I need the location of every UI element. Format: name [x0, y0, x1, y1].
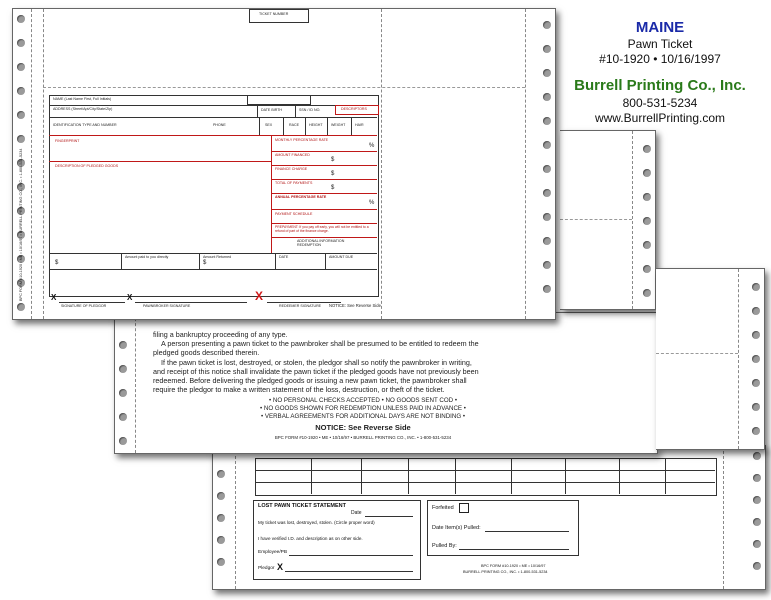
verified-id-line: I have verified I.D. and description as on other side.	[258, 536, 363, 541]
rule-line: • VERBAL AGREEMENTS FOR ADDITIONAL DAYS ARE NOT BINDING •	[260, 413, 466, 420]
store-rules	[153, 397, 573, 421]
amount-financed-label: AMOUNT FINANCED	[275, 153, 310, 157]
date-pulled-label: Date Item(s) Pulled:	[432, 525, 481, 531]
lost-statement-line: My ticket was lost, destroyed, stolen. (Circle proper word)	[258, 520, 375, 525]
id-label: IDENTIFICATION TYPE AND NUMBER	[53, 123, 117, 127]
name-field[interactable]	[247, 95, 311, 105]
sex-label: SEX	[265, 123, 273, 127]
company-website: www.BurrellPrinting.com	[594, 111, 726, 125]
date-label: DATE	[279, 255, 289, 259]
finance-charge-label: FINANCE CHARGE	[275, 167, 308, 171]
hair-label: HAIR	[355, 123, 364, 127]
paragraph-line: redeemed. Before delivering the pledged goods or issuing a new pawn ticket, the pawnbroker shall	[153, 376, 467, 385]
form-name: Pawn Ticket	[627, 37, 693, 51]
pledgor-x-mark: X	[51, 293, 57, 302]
description-label: DESCRIPTION OF PLEDGED GOODS	[55, 164, 119, 168]
paragraph-line: and receipt of this notice shall invalidate the pawn ticket if the pledged goods have not previously been	[153, 367, 479, 376]
side-form-text: BPC FORM #10-1920 • ME • 10/16/97 • BURRELL PRINTING CO., INC. • 1-800-531-5234	[19, 148, 23, 301]
ticket-number-label: TICKET NUMBER	[259, 12, 289, 16]
rule-line: • NO PERSONAL CHECKS ACCEPTED • NO GOODS SENT COD •	[268, 397, 458, 404]
redeemer-x-mark: X	[255, 289, 264, 303]
phone-label: PHONE	[213, 123, 226, 127]
redemption-label: ADDITIONAL INFORMATION REDEMPTION	[297, 239, 345, 247]
pledgor-label: Pledgor	[258, 566, 275, 571]
front-notice: NOTICE: See Reverse Side	[329, 303, 381, 308]
front-sheet	[12, 8, 556, 320]
monthly-rate-label: MONTHLY PERCENTAGE RATE	[275, 138, 329, 142]
pawnbroker-signature-label: PAWNBROKER SIGNATURE	[143, 304, 191, 308]
form-header	[560, 18, 760, 126]
rule-line: • NO GOODS SHOWN FOR REDEMPTION UNLESS PAID IN ADVANCE •	[260, 405, 466, 412]
back-footer-2: BURRELL PRINTING CO., INC. • 1-800-531-5234	[463, 570, 548, 574]
second-sheet	[560, 130, 656, 310]
apr-label: ANNUAL PERCENTAGE RATE	[275, 195, 327, 199]
lost-date-label: Date	[351, 510, 362, 516]
right-feed-holes	[539, 9, 555, 319]
percent-sign: %	[369, 200, 375, 206]
back-grid	[255, 458, 717, 496]
forfeited-label: Forfeited	[432, 505, 454, 511]
name-label: NAME (Last Name First, Full Initials)	[53, 97, 112, 101]
lost-ticket-title: LOST PAWN TICKET STATEMENT	[258, 503, 346, 509]
payment-schedule-label: PAYMENT SCHEDULE	[275, 212, 313, 216]
height-label: HEIGHT	[309, 123, 323, 127]
date-birth-label: DATE BIRTH	[261, 108, 283, 112]
dollar-sign: $	[331, 157, 335, 163]
redeemer-signature-label: REDEEMER SIGNATURE	[279, 304, 322, 308]
presumption-paragraph	[153, 339, 479, 357]
fingerprint-label: FINGERPRINT	[55, 139, 80, 143]
pledgor-x-mark: X	[277, 562, 284, 572]
company-phone: 800-531-5234	[622, 96, 698, 110]
dollar-sign: $	[55, 260, 59, 266]
middle-footer: BPC FORM #10-1920 • ME • 10/16/97 • BURRELL PRINTING CO., INC. • 1-800-531-5234	[274, 435, 452, 440]
right-feed-holes	[748, 269, 764, 449]
pawnbroker-x-mark: X	[127, 293, 133, 302]
lost-ticket-paragraph	[153, 358, 479, 394]
paragraph-line: require the pledgor to make a written statement of the loss, destruction, or theft of the ticket.	[153, 385, 445, 394]
bankruptcy-line: filing a bankruptcy proceeding of any type.	[153, 330, 288, 339]
paragraph-line: pledged goods described therein.	[153, 348, 260, 357]
amount-due-label: AMOUNT DUE	[329, 255, 354, 259]
dollar-sign: $	[203, 260, 207, 266]
race-label: RACE	[289, 123, 299, 127]
amount-returned-label: Amount Returned	[203, 255, 232, 259]
right-feed-holes	[749, 446, 765, 589]
paragraph-line: If the pawn ticket is lost, destroyed, or stolen, the pledgor shall so notify the pawnbroker in writing,	[161, 358, 472, 367]
right-feed-holes	[639, 131, 655, 309]
back-footer-1: BPC FORM #10-1920 • ME • 10/16/97	[481, 564, 546, 568]
employee-label: Employee/PB	[258, 550, 288, 555]
back-sheet	[212, 445, 766, 590]
amount-paid-label: Amount paid to you directly	[125, 255, 169, 259]
form-number-date: #10-1920 • 10/16/1997	[599, 52, 721, 66]
company-name: Burrell Printing Co., Inc.	[574, 77, 746, 94]
left-feed-holes	[213, 446, 229, 589]
middle-notice: NOTICE: See Reverse Side	[315, 423, 411, 432]
weight-label: WEIGHT	[331, 123, 346, 127]
pledgor-signature-label: SIGNATURE OF PLEDGOR	[61, 304, 107, 308]
third-sheet-strip	[656, 268, 765, 450]
left-feed-holes	[115, 313, 131, 453]
dollar-sign: $	[331, 171, 335, 177]
pulled-by-label: Pulled By:	[432, 543, 457, 549]
middle-sheet	[114, 312, 658, 454]
total-payments-label: TOTAL OF PAYMENTS	[275, 181, 313, 185]
percent-sign: %	[369, 143, 375, 149]
prepayment-text: PREPAYMENT: If you pay off early, you will not be entitled to a refund of part of the finance charge.	[275, 225, 369, 233]
ssn-label: SSN / ID NO.	[299, 108, 321, 112]
descriptors-label: DESCRIPTORS	[341, 107, 367, 111]
address-label: ADDRESS (Street/Apt/City/State/Zip)	[53, 107, 113, 111]
dollar-sign: $	[331, 185, 335, 191]
state-title: MAINE	[635, 19, 685, 36]
forfeited-checkbox[interactable]	[459, 503, 469, 513]
paragraph-line: A person presenting a pawn ticket to the pawnbroker shall be presumed to be entitled to redeem the	[161, 339, 479, 348]
